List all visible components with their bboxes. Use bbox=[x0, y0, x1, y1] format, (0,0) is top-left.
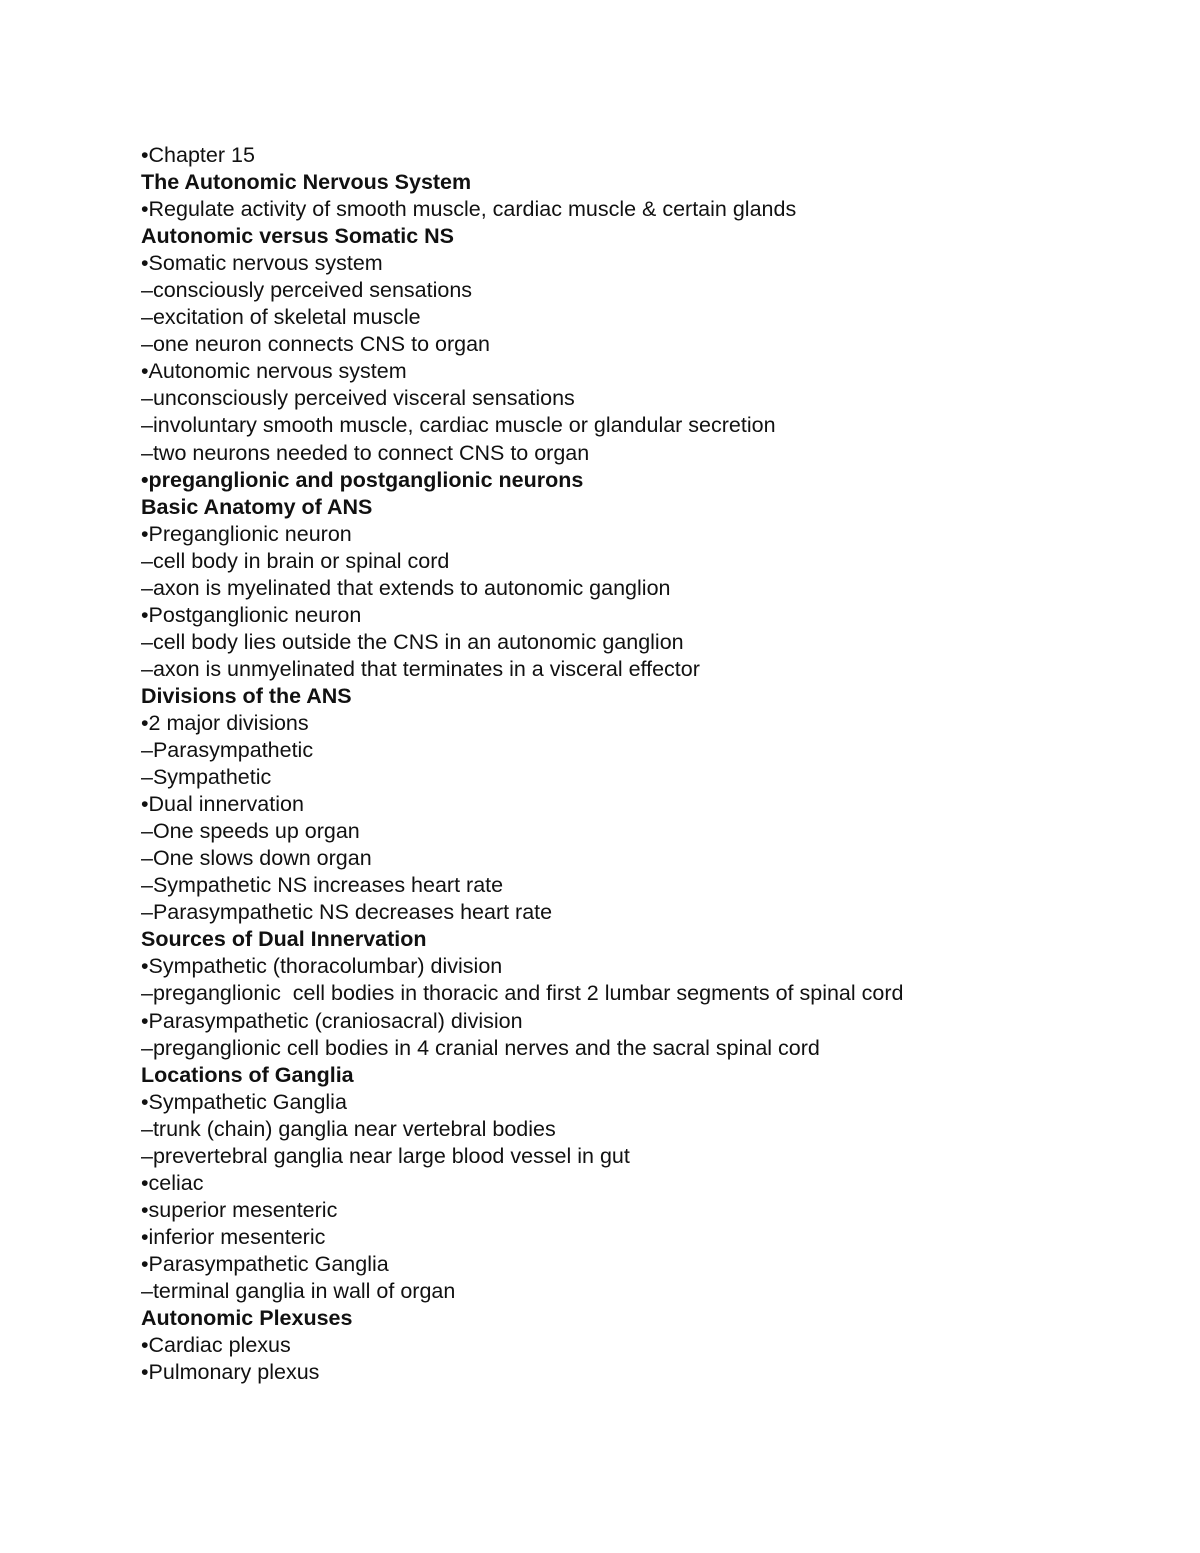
body-line: •Sympathetic (thoracolumbar) division bbox=[141, 954, 503, 979]
body-line: –One speeds up organ bbox=[141, 819, 360, 844]
body-line: –consciously perceived sensations bbox=[141, 278, 473, 303]
body-line: –trunk (chain) ganglia near vertebral bodies bbox=[141, 1116, 556, 1141]
body-line: –preganglionic cell bodies in 4 cranial nerves and the sacral spinal cord bbox=[141, 1035, 820, 1060]
body-line: •Dual innervation bbox=[141, 792, 304, 817]
section-heading: The Autonomic Nervous System bbox=[141, 170, 472, 195]
body-line: •Postganglionic neuron bbox=[141, 602, 362, 627]
body-line: •Regulate activity of smooth muscle, cardiac muscle & certain glands bbox=[141, 197, 797, 222]
body-line: •Pulmonary plexus bbox=[141, 1360, 320, 1385]
body-line: –Sympathetic NS increases heart rate bbox=[141, 873, 504, 898]
section-heading: Basic Anatomy of ANS bbox=[141, 494, 373, 519]
body-line: –One slows down organ bbox=[141, 846, 372, 871]
body-line: –involuntary smooth muscle, cardiac muscle or glandular secretion bbox=[141, 413, 776, 438]
body-line: –one neuron connects CNS to organ bbox=[141, 332, 491, 357]
body-line: –axon is unmyelinated that terminates in a visceral effector bbox=[141, 656, 700, 681]
body-line: –Sympathetic bbox=[141, 765, 272, 790]
body-line: –preganglionic cell bodies in thoracic and first 2 lumbar segments of spinal cord bbox=[141, 981, 904, 1006]
body-line: •Autonomic nervous system bbox=[141, 359, 407, 384]
body-line: •superior mesenteric bbox=[141, 1197, 338, 1222]
body-line: •2 major divisions bbox=[141, 710, 309, 735]
body-line: •celiac bbox=[141, 1170, 204, 1195]
body-line: •Preganglionic neuron bbox=[141, 521, 352, 546]
body-line: •Parasympathetic (craniosacral) division bbox=[141, 1008, 523, 1033]
body-line: •Cardiac plexus bbox=[141, 1333, 291, 1358]
section-heading: Divisions of the ANS bbox=[141, 683, 352, 708]
section-heading: Autonomic versus Somatic NS bbox=[141, 224, 455, 249]
body-line: –cell body lies outside the CNS in an autonomic ganglion bbox=[141, 629, 684, 654]
body-line: –unconsciously perceived visceral sensations bbox=[141, 386, 575, 411]
body-line: •Chapter 15 bbox=[141, 143, 255, 167]
body-line: •Somatic nervous system bbox=[141, 251, 383, 276]
section-heading: Locations of Ganglia bbox=[141, 1062, 354, 1087]
body-line: •Parasympathetic Ganglia bbox=[141, 1251, 389, 1276]
body-line: –excitation of skeletal muscle bbox=[141, 305, 421, 330]
body-line: –axon is myelinated that extends to autonomic ganglion bbox=[141, 575, 671, 600]
body-line: –cell body in brain or spinal cord bbox=[141, 548, 450, 573]
body-line: –two neurons needed to connect CNS to organ bbox=[141, 440, 590, 465]
body-line: •inferior mesenteric bbox=[141, 1224, 326, 1249]
body-line: –prevertebral ganglia near large blood vessel in gut bbox=[141, 1143, 630, 1168]
body-line: •Sympathetic Ganglia bbox=[141, 1089, 347, 1114]
section-heading: Sources of Dual Innervation bbox=[141, 927, 427, 952]
document-body bbox=[141, 142, 1161, 1386]
body-line: –terminal ganglia in wall of organ bbox=[141, 1278, 456, 1303]
section-heading: Autonomic Plexuses bbox=[141, 1306, 353, 1331]
section-heading: •preganglionic and postganglionic neurons bbox=[141, 467, 584, 492]
body-line: –Parasympathetic NS decreases heart rate bbox=[141, 900, 553, 925]
body-line: –Parasympathetic bbox=[141, 738, 314, 763]
